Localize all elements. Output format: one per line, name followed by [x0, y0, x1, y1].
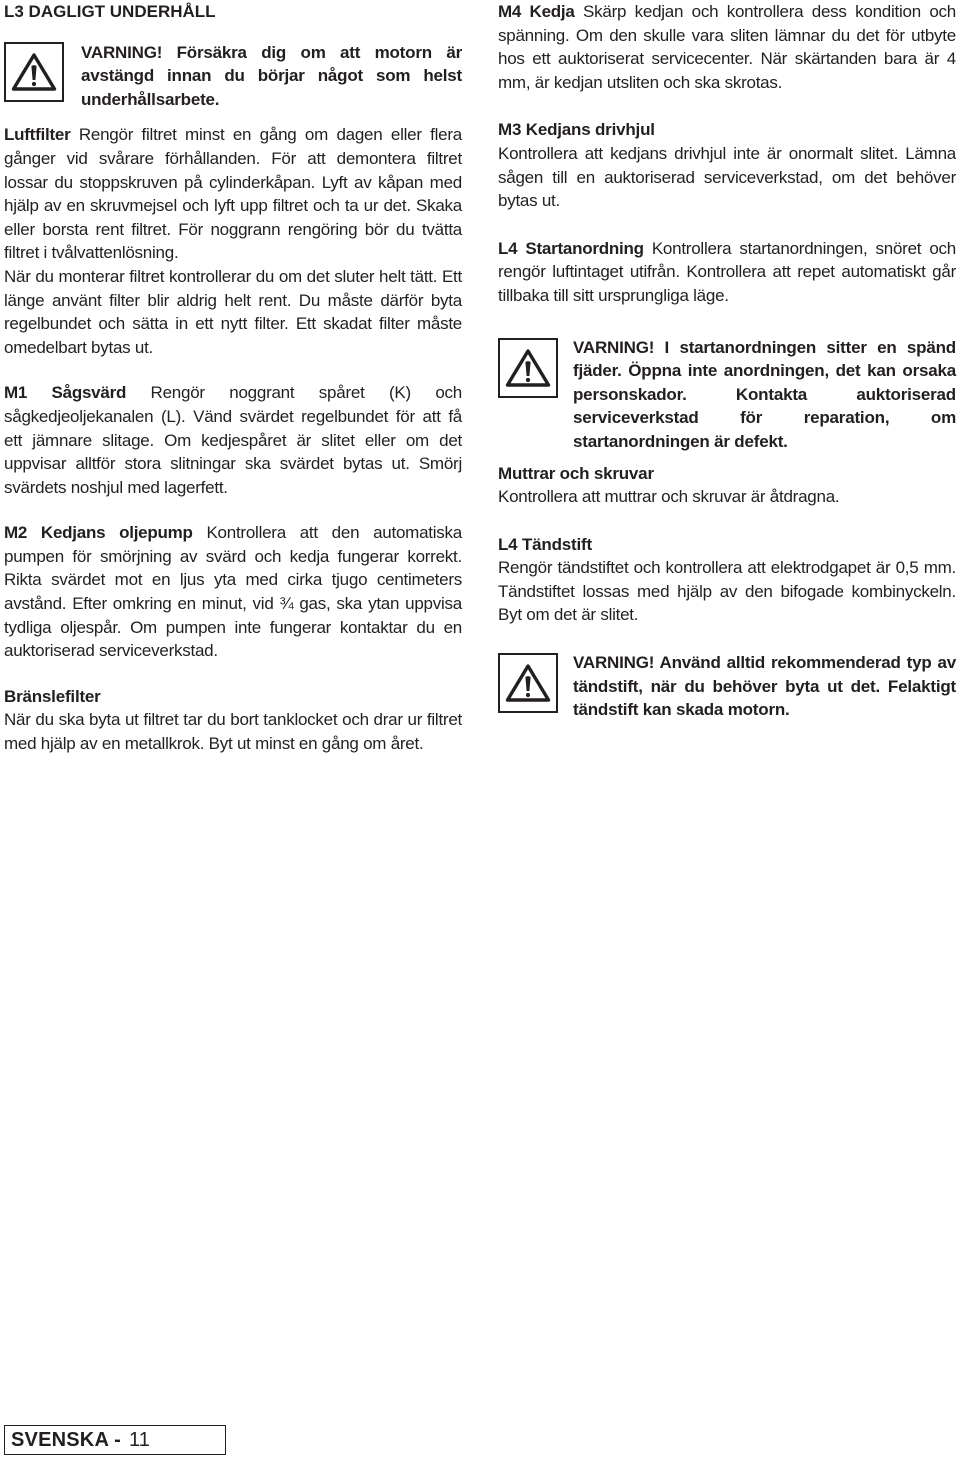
warning-triangle-icon: [498, 653, 558, 713]
luftfilter-paragraph-2: När du monterar filtret kontrollerar du om det sluter helt tätt. Ett länge använt filter blir aldrig helt rent. Du måste därför byta regelbundet och sätta in ett nytt filter. Ett skadat filter måste omedelbart bytas ut.: [4, 266, 462, 357]
l4-tandstift-heading: L4 Tändstift: [498, 534, 592, 554]
luftfilter-text: Rengör filtret minst en gång om dagen eller flera gånger vid svårare förhållanden. För att demontera filtret lossar du stoppskruven på cylinderkåpan. Lyft av kåpan med hjälp av en skruvmejsel och lyft upp filtret och ta ur det. Skaka eller borsta rent filtret. För noggrann rengöring bör du tvätta filtret i tvålvattenlösning.: [4, 125, 462, 263]
luftfilter-paragraph: [4, 123, 462, 265]
left-column: [4, 0, 462, 756]
warning-block-starter: [498, 338, 956, 454]
right-column: [498, 0, 956, 722]
l4-start-text: Kontrollera startanordningen, snöret och rengör luftintaget utifrån. Kontrollera att repet automatiskt går tillbaka till sitt ursprungliga läge.: [498, 238, 956, 305]
m1-label: M1 Sågsvärd: [4, 383, 127, 403]
m2-label: M2 Kedjans oljepump: [4, 523, 193, 543]
m3-paragraph: Kontrollera att kedjans drivhjul inte är onormalt slitet. Lämna sågen till en auktoriserad serviceverkstad, om det behöver bytas ut.: [498, 143, 956, 211]
luftfilter-label: Luftfilter: [4, 125, 71, 145]
muttrar-paragraph: Kontrollera att muttrar och skruvar är åtdragna.: [498, 487, 840, 507]
m4-label: M4 Kedja: [498, 2, 575, 21]
warning-text: VARNING! Använd alltid rekommenderad typ av tändstift, när du behöver byta ut det. Felaktigt tändstift kan skada motorn.: [573, 653, 956, 720]
bransle-paragraph: När du ska byta ut filtret tar du bort tanklocket och drar ur filtret med hjälp av en metallkrok. Byt ut minst en gång om året.: [4, 710, 462, 754]
page-number: 11: [128, 1428, 151, 1451]
warning-triangle-icon: [498, 338, 558, 398]
warning-block-engine-off: [4, 42, 462, 112]
footer-language: SVENSKA -: [11, 1428, 121, 1451]
warning-triangle-icon: [4, 42, 64, 102]
l4-start-paragraph: [498, 237, 956, 308]
l4-start-label: L4 Startanordning: [498, 238, 644, 258]
section-title: L3 DAGLIGT UNDERHÅLL: [4, 2, 216, 21]
warning-block-sparkplug: [498, 653, 956, 722]
m4-paragraph: [498, 0, 956, 94]
m3-heading: M3 Kedjans drivhjul: [498, 120, 655, 140]
warning-text: VARNING! Försäkra dig om att motorn är avstängd innan du börjar något som helst underhållsarbete.: [81, 42, 462, 109]
l4-tandstift-paragraph: Rengör tändstiftet och kontrollera att elektrodgapet är 0,5 mm. Tändstiftet lossas med hjälp av den bifogade kombinyckeln. Byt om det är slitet.: [498, 558, 956, 625]
warning-text: VARNING! I startanordningen sitter en spänd fjäder. Öppna inte anordningen, det kan orsaka personskador. Kontakta auktoriserad serviceverkstad för reparation, om startanordningen är defekt.: [573, 337, 956, 451]
m1-paragraph: [4, 381, 462, 499]
bransle-heading: Bränslefilter: [4, 686, 101, 706]
m1-text: Rengör noggrant spåret (K) och sågkedjeoljekanalen (L). Vänd svärdet regelbundet för att få ett jämnare slitage. Om kedjespåret är slitet eller om det uppvisar alltför stora slitningar ska svärdet bytas ut. Smörj svärdets noshjul med lagerfett.: [4, 383, 462, 497]
m4-text: Skärp kedjan och kontrollera dess kondition och spänning. Om den skulle vara sliten lämnar du det för utbyte hos ett auktoriserat servicecenter. När skärtanden bara är 4 mm, är kedjan utsliten och ska skrotas.: [498, 2, 956, 92]
muttrar-heading: Muttrar och skruvar: [498, 463, 654, 483]
page-footer: [4, 1425, 226, 1455]
m2-text: Kontrollera att den automatiska pumpen för smörjning av svärd och kedja fungerar korrekt. Rikta svärdet mot en ljus yta med cirka tjugo centimeters avstånd. Efter omkring en minut, vid ¾ gas, ska ytan uppvisa tydliga oljespår. Om pumpen inte fungerar kontaktar du en auktoriserad serviceverkstad.: [4, 523, 462, 661]
m2-paragraph: [4, 521, 462, 663]
